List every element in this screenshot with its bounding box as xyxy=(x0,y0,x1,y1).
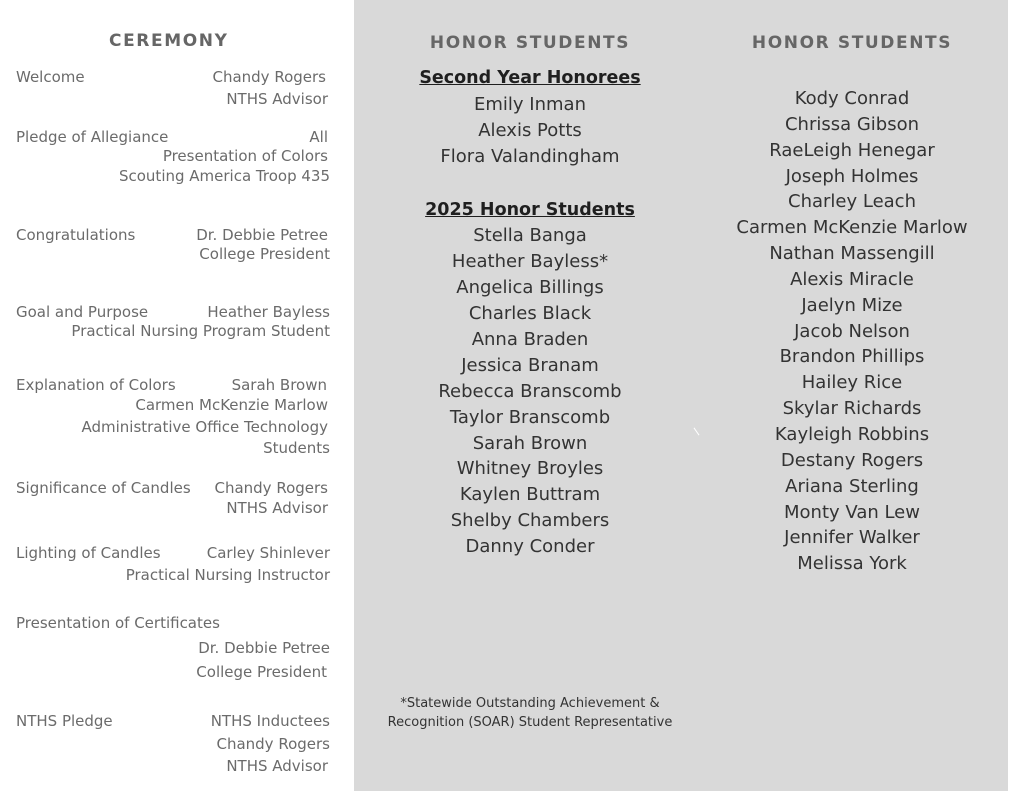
honor-students-heading-1: HONOR STUDENTS xyxy=(429,33,631,53)
student-name: Stella Banga xyxy=(473,225,587,246)
student-name: Sarah Brown xyxy=(472,432,588,454)
student-name: Monty Van Lew xyxy=(784,501,920,523)
second-year-names xyxy=(380,94,680,172)
program-item-title: Pledge of Allegiance xyxy=(16,128,169,146)
program-item-person: Chandy Rogers xyxy=(212,68,326,86)
program-item-person: Chandy Rogers xyxy=(214,479,328,497)
student-name: Emily Inman xyxy=(474,94,586,115)
student-name: Flora Valandingham xyxy=(440,146,620,167)
program-item-title: Goal and Purpose xyxy=(16,303,149,321)
program-item-role: Scouting America Troop 435 xyxy=(118,167,330,185)
program-item-person: All xyxy=(309,128,328,146)
student-name: Destany Rogers xyxy=(780,449,924,471)
program-item-role: Practical Nursing Program Student xyxy=(71,322,330,340)
program-item-person: Carmen McKenzie Marlow xyxy=(135,396,328,414)
program-item-role: Presentation of Colors xyxy=(162,147,328,165)
program-item-role: NTHS Advisor xyxy=(226,90,328,108)
program-item-title: Significance of Candles xyxy=(16,479,191,497)
program-item-person: Sarah Brown xyxy=(231,376,327,394)
footnote-line: *Statewide Outstanding Achievement & xyxy=(400,696,660,711)
student-name: Ariana Sterling xyxy=(785,475,919,497)
right-margin xyxy=(1008,0,1024,791)
program-item-person: Dr. Debbie Petree xyxy=(196,226,328,244)
student-name: Hailey Rice xyxy=(801,372,903,394)
second-year-honorees-title: Second Year Honorees xyxy=(419,68,641,88)
program-item-person: Heather Bayless xyxy=(207,303,330,321)
program-item-role: Administrative Office Technology xyxy=(81,418,328,436)
program-item-person: Chandy Rogers xyxy=(216,735,330,753)
program-item-role: NTHS Advisor xyxy=(226,757,328,775)
student-name: Carmen McKenzie Marlow xyxy=(736,217,968,239)
student-name: Whitney Broyles xyxy=(456,458,604,480)
2025-honor-students-title: 2025 Honor Students xyxy=(425,200,635,220)
student-name: Rebecca Branscomb xyxy=(438,380,622,402)
footnote-line: Recognition (SOAR) Student Representative xyxy=(387,715,673,730)
program-item-person: Dr. Debbie Petree xyxy=(198,639,330,657)
student-name: Skylar Richards xyxy=(782,398,922,420)
student-name: Kayleigh Robbins xyxy=(774,423,930,445)
honor-student-names-2 xyxy=(702,88,1002,579)
student-name: Jessica Branam xyxy=(461,354,599,376)
program-item-title: Lighting of Candles xyxy=(16,544,161,562)
student-name: Joseph Holmes xyxy=(785,165,919,187)
honor-students-heading-2: HONOR STUDENTS xyxy=(751,33,953,53)
program-item-person: Carley Shinlever xyxy=(206,544,330,562)
student-name: Taylor Branscomb xyxy=(449,406,611,428)
student-name: Jacob Nelson xyxy=(794,320,910,342)
student-name: Charles Black xyxy=(468,302,592,324)
program-item-role: College President xyxy=(196,663,327,681)
ceremony-heading: CEREMONY xyxy=(109,31,229,51)
student-name: Danny Conder xyxy=(465,536,595,558)
student-name: Shelby Chambers xyxy=(450,510,610,532)
student-name: Kody Conrad xyxy=(794,88,910,109)
2025-honor-student-names xyxy=(380,225,680,562)
student-name: Chrissa Gibson xyxy=(784,113,920,135)
student-name: Charley Leach xyxy=(788,191,916,213)
program-item-role: College President xyxy=(199,245,330,263)
student-name: Alexis Miracle xyxy=(790,268,914,290)
student-name: Angelica Billings xyxy=(456,276,604,298)
student-name: Jaelyn Mize xyxy=(801,294,903,316)
student-name: Jennifer Walker xyxy=(784,527,920,549)
program-item-title: Congratulations xyxy=(16,226,136,244)
student-name: Alexis Potts xyxy=(478,120,582,141)
program-item-title: Explanation of Colors xyxy=(16,376,176,394)
program-item-title: NTHS Pledge xyxy=(16,712,113,730)
student-name: Kaylen Buttram xyxy=(459,484,601,506)
program-item-role: NTHS Advisor xyxy=(226,499,328,517)
program-item-title: Welcome xyxy=(16,68,85,86)
program-item-title: Presentation of Certificates xyxy=(16,614,220,632)
student-name: Heather Bayless* xyxy=(451,250,609,272)
student-name: RaeLeigh Henegar xyxy=(769,139,935,161)
student-name: Nathan Massengill xyxy=(769,243,935,265)
program-item-role: Students xyxy=(263,439,330,457)
student-name: Melissa York xyxy=(797,553,907,575)
student-name: Anna Braden xyxy=(471,328,589,350)
program-item-person: NTHS Inductees xyxy=(210,712,330,730)
student-name: Brandon Phillips xyxy=(779,346,925,368)
program-item-role: Practical Nursing Instructor xyxy=(125,566,330,584)
soar-footnote xyxy=(370,694,690,732)
